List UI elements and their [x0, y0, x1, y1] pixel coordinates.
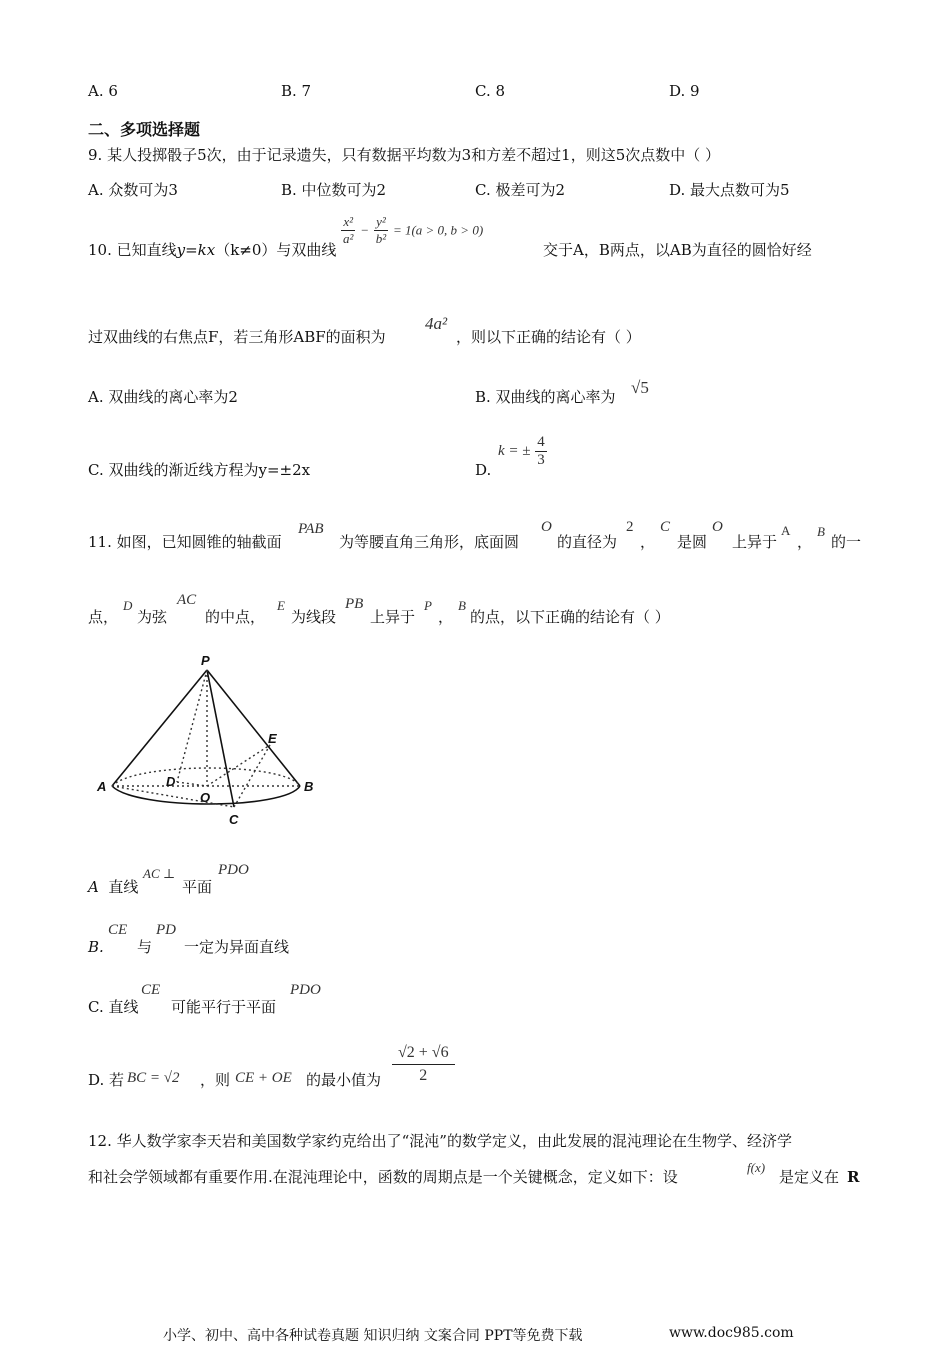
q11-l2-2: 为弦	[137, 608, 168, 626]
q11-l1-o2: O	[712, 519, 723, 535]
q10-prefix: 10. 已知直线	[88, 241, 177, 259]
footer-left: 小学、初中、高中各种试卷真题 知识归纳 文案合同 PPT等免费下载	[163, 1328, 583, 1344]
q11-l1-c: C	[660, 519, 671, 535]
q11-l1-4: 的直径为	[557, 533, 618, 551]
label-a: A	[97, 779, 107, 794]
q9-option-d: D. 最大点数可为5	[669, 181, 790, 199]
q11-opt-a-plane: 平面	[182, 878, 213, 896]
segment-ac	[112, 786, 234, 807]
q11-opt-d-text: 的最小值为	[306, 1071, 382, 1089]
q11-opt-c-ce: CE	[141, 982, 161, 998]
q8-option-d: D. 9	[669, 82, 700, 100]
q10-line2a: 过双曲线的右焦点F，若三角形ABF的面积为	[88, 328, 386, 346]
label-d: D	[166, 774, 176, 789]
cone-figure	[95, 650, 325, 830]
segment-oe	[207, 745, 270, 786]
q11-l1-14: 的一	[831, 533, 862, 551]
label-b: B	[304, 779, 314, 794]
q12-line2a: 和社会学领域都有重要作用.在混沌理论中，函数的周期点是一个关键概念，定义如下：设	[88, 1168, 678, 1186]
q10-option-a: A. 双曲线的离心率为2	[88, 388, 238, 406]
q11-l2-comma: ，	[438, 608, 454, 626]
section-title: 二、多项选择题	[88, 120, 201, 139]
q10-area: 4a²	[425, 314, 448, 333]
q11-opt-d-then: ，则	[200, 1071, 231, 1089]
q11-l2-pb: PB	[345, 596, 364, 612]
q10-option-b-value: √5	[631, 378, 649, 397]
q11-l1-comma: ，	[640, 533, 656, 551]
q9-stem: 9. 某人投掷骰子5次，由于记录遗失，只有数据平均数为3和方差不超过1，则这5次点数中（ ）	[88, 146, 721, 164]
label-o: O	[200, 790, 211, 805]
q12-line1: 12. 华人数学家李天岩和美国数学家约克给出了“混沌”的数学定义，由此发展的混沌理论在生物学、经济学	[88, 1132, 792, 1150]
q11-l1-b: B	[817, 524, 825, 539]
q8-option-c: C. 8	[475, 82, 506, 100]
q11-opt-b-and: 与	[137, 938, 153, 956]
base-back	[112, 768, 300, 786]
frac-x2-a2: $\frac{\text{x²}}{\text{a²}}$	[343, 214, 354, 246]
q12-r: R	[847, 1168, 860, 1186]
q11-opt-d-fraction: $\frac{√2 + √6}{2}$	[392, 1042, 455, 1087]
q11-opt-c-text: 可能平行于平面	[171, 998, 277, 1016]
q11-opt-a-ac-perp: AC ⊥	[143, 866, 176, 881]
q11-l2-b: B	[458, 598, 466, 613]
frac-y2-b2: $\frac{\text{y²}}{\text{b²}}$	[375, 214, 387, 246]
label-p: P	[201, 653, 210, 668]
q10-option-c: C. 双曲线的渐近线方程为y=±2x	[88, 461, 311, 479]
edge-pa	[112, 670, 207, 786]
q11-opt-c-pdo: PDO	[290, 982, 321, 998]
q11-opt-d-label: D. 若	[88, 1071, 125, 1089]
q10-option-d-expr: k = ± $\frac{4}{3}$	[498, 434, 545, 468]
q10-hyperbola-eq: $\frac{\text{x²}}{\text{a²}}$ − $\frac{\text{y²}}{\text{b²}}$ = 1(a > 0, b > 0)	[343, 214, 484, 246]
q11-opt-a-pdo: PDO	[218, 862, 249, 878]
q11-l2-d: D	[123, 598, 133, 613]
q10-line1	[88, 241, 336, 259]
q11-l1-2val: 2	[626, 519, 634, 535]
q11-opt-d-bc: BC = √2	[127, 1070, 180, 1086]
q10-option-b: B. 双曲线的离心率为	[475, 388, 616, 406]
q11-l2-12: 的点，以下正确的结论有（ ）	[470, 608, 670, 626]
q9-option-c: C. 极差可为2	[475, 181, 566, 199]
q10-cond: （k≠0）与双曲线	[215, 241, 337, 259]
q11-l2-4: 的中点，	[205, 608, 266, 626]
q11-opt-c-label: C. 直线	[88, 998, 139, 1016]
q12-line2b: 是定义在	[779, 1168, 840, 1186]
q11-l1-0: 11. 如图，已知圆锥的轴截面	[88, 533, 282, 551]
q10-line-eq: y=kx	[176, 241, 216, 259]
q11-opt-b-ce: CE	[108, 922, 128, 938]
segment-ce	[234, 745, 270, 807]
q11-l1-2: 为等腰直角三角形，底面圆	[339, 533, 520, 551]
q12-fx: f(x)	[747, 1160, 766, 1175]
q9-option-a: A. 众数可为3	[88, 181, 178, 199]
q11-l1-pab: PAB	[298, 521, 324, 537]
label-e: E	[268, 731, 277, 746]
q11-l1-8: 是圆	[677, 533, 708, 551]
q11-l1-comma2: ，	[797, 533, 813, 551]
q11-opt-b-pd: PD	[156, 922, 176, 938]
q11-l2-ac: AC	[177, 592, 197, 608]
q10-option-d-label: D.	[475, 461, 492, 479]
label-c: C	[229, 812, 239, 827]
q11-opt-d-ce-oe: CE + OE	[235, 1070, 292, 1086]
edge-pc	[207, 670, 234, 807]
footer-right: www.doc985.com	[669, 1325, 794, 1341]
q8-option-b: B. 7	[281, 82, 312, 100]
q11-opt-b-text: 一定为异面直线	[184, 938, 290, 956]
q10-line2b: ，则以下正确的结论有（ ）	[456, 328, 641, 346]
q10-after: 交于A，B两点，以AB为直径的圆恰好经	[543, 241, 812, 259]
q11-opt-b-label: B.	[88, 938, 104, 956]
q11-opt-a-label: A 直线	[88, 878, 139, 896]
q11-l1-a: A	[781, 523, 791, 538]
frac-4-3: $\frac{4}{3}$	[537, 434, 545, 468]
q11-l1-10: 上异于	[732, 533, 778, 551]
q11-l2-6: 为线段	[291, 608, 337, 626]
q11-l1-o: O	[541, 519, 552, 535]
q11-l2-8: 上异于	[370, 608, 416, 626]
q11-l2-0: 点，	[88, 608, 119, 626]
segment-pd	[177, 670, 207, 782]
q8-option-a: A. 6	[88, 82, 118, 100]
q9-option-b: B. 中位数可为2	[281, 181, 387, 199]
q11-l2-p: P	[424, 598, 432, 613]
q11-l2-e: E	[277, 598, 285, 613]
